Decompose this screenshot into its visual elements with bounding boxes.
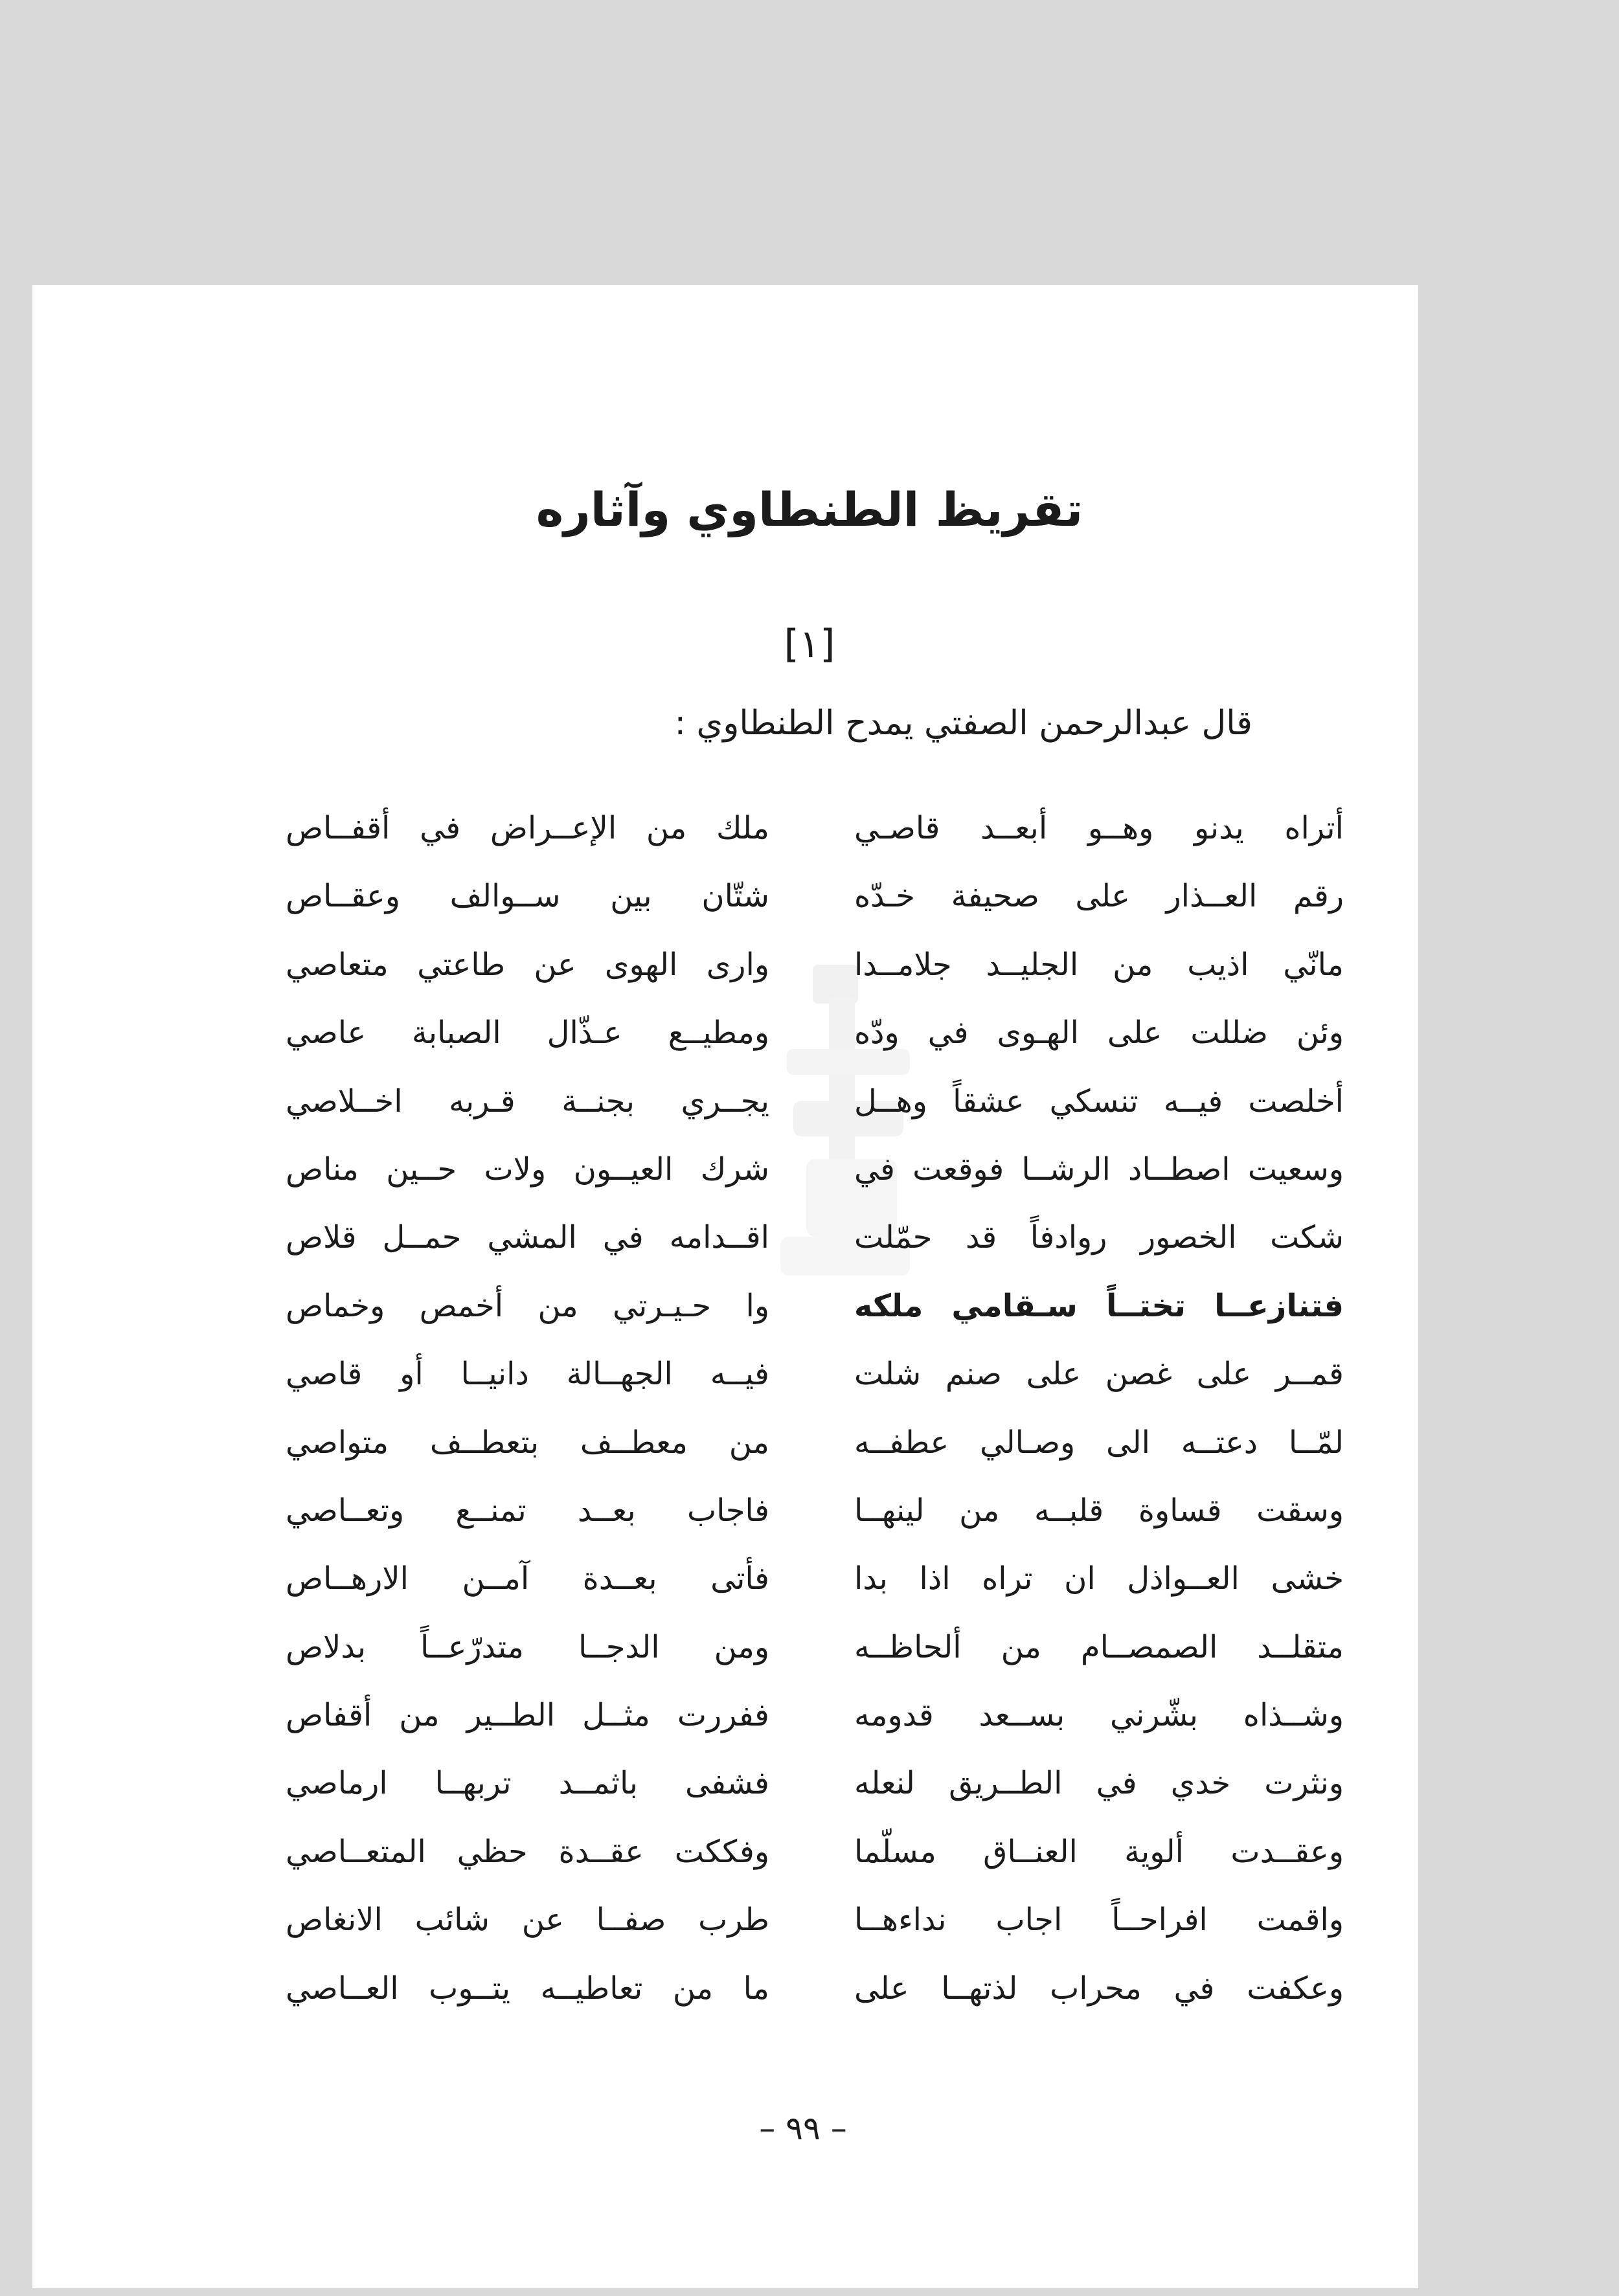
verse-first-hemistich: مانّي اذيب من الجليــد جلامــدا: [854, 946, 1344, 983]
verse-first-hemistich: خشى العــواذل ان تراه اذا بدا: [854, 1560, 1344, 1597]
verse: [0, 1614, 1619, 1682]
verse-first-hemistich: رقم العــذار على صحيفة خـدّه: [854, 878, 1344, 915]
verse-second-hemistich: فأتى بعــدة آمــن الارهــاص: [286, 1560, 769, 1597]
verse-first-hemistich: واقمت افراحــاً اجاب نداءهــا: [854, 1902, 1344, 1939]
verse-first-hemistich: متقلــد الصمصــام من ألحاظــه: [854, 1628, 1344, 1665]
verse-second-hemistich: وفككت عقــدة حظي المتعــاصي: [286, 1833, 769, 1870]
verse: [0, 1068, 1619, 1136]
verse-second-hemistich: اقــدامه في المشي حمــل قلاص: [286, 1219, 769, 1256]
verse: [0, 862, 1619, 930]
page-number: – ٩٩ –: [759, 2110, 847, 2147]
verse: [0, 1272, 1619, 1340]
verse-second-hemistich: وا حـيـرتي من أخمص وخماص: [286, 1287, 769, 1324]
verse: [0, 1545, 1619, 1613]
verse-first-hemistich: فتنازعــا تختــاً سـقامي ملكه: [854, 1287, 1344, 1324]
verse: [0, 1340, 1619, 1408]
verse: [0, 1204, 1619, 1272]
verse-first-hemistich: وسقت قساوة قلبــه من لينهــا: [854, 1492, 1344, 1529]
verse-second-hemistich: ففررت مثــل الطــير من أقفاص: [286, 1697, 769, 1734]
intro-line: قال عبدالرحمن الصفتي يمدح الطنطاوي :: [674, 704, 1252, 743]
verse-second-hemistich: فشفى باثمــد تربهــا ارماصي: [286, 1765, 769, 1802]
verse-first-hemistich: أخلصت فيــه تنسكي عشقاً وهــل: [854, 1083, 1344, 1120]
verse-first-hemistich: وئن ضللت على الهـوى في ودّه: [854, 1015, 1344, 1052]
verse-second-hemistich: ملك من الإعــراض في أقفــاص: [286, 810, 769, 846]
verse: [0, 1750, 1619, 1818]
verse: [0, 1818, 1619, 1886]
verse-first-hemistich: أتراه يدنو وهــو أبعــد قاصـي: [854, 810, 1344, 846]
verse-second-hemistich: يجــري بجنــة قـربه اخــلاصي: [286, 1083, 769, 1120]
verse-first-hemistich: قمــر على غصن على صنم شلت: [854, 1356, 1344, 1393]
verse: [0, 1136, 1619, 1204]
verse: [0, 1682, 1619, 1750]
section-number: [١]: [784, 622, 835, 667]
verse-first-hemistich: لمّــا دعتــه الى وصـالي عطفــه: [854, 1424, 1344, 1461]
verse: [0, 1886, 1619, 1954]
verse-first-hemistich: وعقــدت ألوية العنــاق مسلّما: [854, 1833, 1344, 1870]
verse: [0, 931, 1619, 999]
verse: [0, 999, 1619, 1067]
verse-second-hemistich: فاجاب بعــد تمنــع وتعــاصي: [286, 1492, 769, 1529]
verse: [0, 794, 1619, 862]
verse-second-hemistich: من معطــف بتعطــف متواصي: [286, 1424, 769, 1461]
verse-second-hemistich: فيــه الجهــالة دانيــا أو قاصي: [286, 1356, 769, 1393]
verse-first-hemistich: وشــذاه بشّرني بســعد قدومه: [854, 1697, 1344, 1734]
page-title: تقريظ الطنطاوي وآثاره: [536, 482, 1083, 537]
verse-second-hemistich: شرك العيــون ولات حــين مناص: [286, 1151, 769, 1187]
poem: [0, 794, 1619, 2023]
verse-first-hemistich: ونثرت خدي في الطــريق لنعله: [854, 1765, 1344, 1802]
verse: [0, 1477, 1619, 1545]
verse-second-hemistich: طرب صفــا عن شائب الانغاص: [286, 1902, 769, 1939]
verse-first-hemistich: وعكفت في محراب لذتهــا على: [854, 1970, 1344, 2007]
verse-first-hemistich: شكت الخصور روادفاً قد حمّلت: [854, 1219, 1344, 1256]
verse-second-hemistich: وارى الهوى عن طاعتي متعاصي: [286, 946, 769, 983]
verse-second-hemistich: شتّان بين ســوالف وعقــاص: [286, 878, 769, 915]
verse: [0, 1955, 1619, 2023]
verse-second-hemistich: ما من تعاطيــه يتــوب العــاصي: [286, 1970, 769, 2007]
verse: [0, 1409, 1619, 1477]
verse-second-hemistich: ومطيــع عـذّال الصبابة عاصي: [286, 1015, 769, 1052]
verse-second-hemistich: ومن الدجــا متدرّعــاً بدلاص: [286, 1628, 769, 1665]
verse-first-hemistich: وسعيت اصطــاد الرشــا فوقعت في: [854, 1151, 1344, 1187]
